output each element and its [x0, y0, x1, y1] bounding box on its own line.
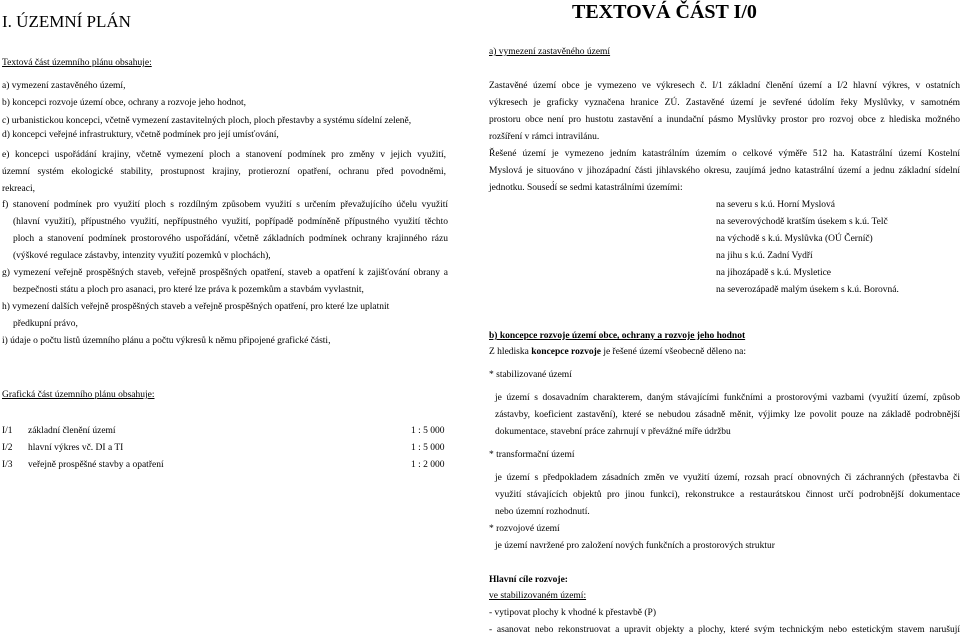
list-item-h-line1: h) vymezení dalších veřejně prospěšných staveb a veřejně prospěšných opatření, pro které lze uplatnit — [2, 302, 390, 312]
goal-item: - vytipovat plochy k vhodné k přestavbě (P) — [489, 608, 657, 618]
para1-line4: rozšíření v rámci intravilánu. — [489, 132, 600, 142]
para2-line3: jednotku. Soused́í se sedmi katastrálními územími: — [489, 183, 683, 193]
section-b-intro: Z hlediska koncepce rozvoje je řešené území všeobecně děleno na: — [489, 347, 747, 357]
text-part-heading: Textová část územního plánu obsahuje: — [2, 58, 152, 68]
para2-line1: Řešené území je vymezeno jedním katastrálním územím o celkové výměře 512 ha. Katastrální území Kostelní — [489, 149, 960, 159]
list-item-d: d) koncepci veřejné infrastruktury, včetně podmínek pro její umísťování, — [2, 130, 279, 140]
goals-heading: Hlavní cíle rozvoje: — [489, 575, 568, 585]
drawing-name: základní členění území — [28, 426, 116, 436]
list-item-i: i) údaje o počtu listů územního plánu a počtu výkresů k němu připojené grafické části, — [2, 336, 331, 346]
list-item-f-line4: (výškové regulace zástavby, intenzity využití pozemků v plochách), — [13, 251, 271, 261]
para1-line3: prostoru obce není pro hustotu zastavění a inundační pásmo Myslůvky prostor pro rozvoj obce z hlediska možného — [489, 115, 960, 125]
para2-line2: Myslová je situováno v jihozápadní části jihlavského okresu, zaujímá jedno katastrální území a jednu základní sídelní — [489, 166, 960, 176]
neighbor-item: na severovýchodě kratším úsekem s k.ú. Telč — [716, 217, 888, 227]
graphic-part-heading: Grafická část územního plánu obsahuje: — [2, 390, 155, 400]
list-item-g-line2: bezpečnosti státu a ploch pro asanaci, pro které lze práva k pozemkům a stavbám vyvlastnit, — [13, 285, 364, 295]
stabilized-label: * stabilizované území — [489, 370, 572, 380]
list-item-f-line2: (hlavní využití), přípustného využití, nepřípustného využití, popřípadě podmíněně přípustného využití těchto — [13, 217, 448, 227]
list-item-e-line1: e) koncepci uspořádání krajiny, včetně vymezení ploch a stanovení podmínek pro změny v jejich využití, — [2, 150, 446, 160]
stabilized-line1: je území s dosavadním charakterem, daným stávajícími funkčními a prostorovými vazbami (využití území, způsob — [495, 393, 960, 403]
neighbor-item: na východě s k.ú. Myslůvka (OÚ Černíč) — [716, 234, 873, 244]
transformation-line3: nebo územní rozhodnutí. — [495, 507, 590, 517]
goal-item: - asanovat nebo rekonstruovat a upravit objekty a plochy, které svým technickým nebo estetickým stavem narušují — [489, 625, 960, 635]
drawing-name: veřejně prospěšné stavby a opatření — [28, 460, 164, 470]
section-a-heading: a) vymezení zastavěného území — [489, 47, 611, 57]
transformation-line1: je území s předpokladem zásadních změn ve využití území, rozsah prací obnovných či záchranných (přestavba či — [495, 473, 960, 483]
drawing-scale: 1 : 5 000 — [411, 443, 445, 453]
right-page-title: TEXTOVÁ ČÁST I/0 — [572, 1, 757, 23]
drawing-code: I/1 — [2, 426, 13, 436]
stabilized-line2: zástavby, koeficient zastavění), které se nebudou zásadně měnit, výjimky lze povolit pouze na základě podrobnější — [495, 410, 960, 420]
list-item-f-line1: f) stanovení podmínek pro využití ploch s rozdílným způsobem využití s určením převažujícího účelu využití — [2, 200, 448, 210]
development-label: * rozvojové území — [489, 524, 560, 534]
development-line1: je území navržené pro založení nových funkčních a prostorových struktur — [495, 541, 775, 551]
list-item-h-line2: předkupní právo, — [13, 319, 78, 329]
drawing-name: hlavní výkres vč. DI a TI — [28, 443, 124, 453]
list-item-c: c) urbanistickou koncepci, včetně vymezení zastavitelných ploch, ploch přestavby a systému sídelní zeleně, — [2, 116, 412, 126]
drawing-scale: 1 : 2 000 — [411, 460, 445, 470]
neighbor-item: na severu s k.ú. Horní Myslová — [716, 200, 835, 210]
drawing-code: I/2 — [2, 443, 13, 453]
neighbor-item: na jihu s k.ú. Zadní Vydří — [716, 251, 813, 261]
goals-subheading: ve stabilizovaném území: — [489, 591, 587, 601]
para1-line2: výkresech je graficky vyznačena hranice ZÚ. Zastavěné území je sevřené údolím řeky Myslůvky, v samotném — [489, 98, 960, 108]
list-item-a: a) vymezení zastavěného území, — [2, 81, 126, 91]
section-b-heading: b) koncepce rozvoje území obce, ochrany a rozvoje jeho hodnot — [489, 331, 746, 341]
neighbor-item: na jihozápadě s k.ú. Mysletice — [716, 268, 832, 278]
list-item-b: b) koncepci rozvoje území obce, ochrany a rozvoje jeho hodnot, — [2, 98, 247, 108]
list-item-e-line3: rekreaci, — [2, 184, 35, 194]
transformation-label: * transformační území — [489, 450, 575, 460]
neighbor-item: na severozápadě malým úsekem s k.ú. Borovná. — [716, 285, 899, 295]
para1-line1: Zastavěné území obce je vymezeno ve výkresech č. I/1 základní členění území a I/2 hlavní výkres, v ostatních — [489, 81, 960, 91]
stabilized-line3: dokumentace, stavební práce zahrnují v převážné míře údržbu — [495, 427, 731, 437]
list-item-e-line2: územní systém ekologické stability, prostupnost krajiny, protierozní opatření, ochranu před povodněmi, — [2, 167, 446, 177]
transformation-line2: využití stávajících objektů pro jinou funkci), rekonstrukce a restaurátskou činnost určí podrobnější dokumentace — [495, 490, 960, 500]
list-item-f-line3: ploch a stanovení podmínek prostorového uspořádání, včetně základních podmínek ochrany krajinného rázu — [13, 234, 448, 244]
left-page-title: I. ÚZEMNÍ PLÁN — [2, 12, 131, 31]
list-item-g-line1: g) vymezení veřejně prospěšných staveb, veřejně prospěšných opatření, staveb a opatření k zajišťování obrany a — [2, 268, 448, 278]
drawing-scale: 1 : 5 000 — [411, 426, 445, 436]
drawing-code: I/3 — [2, 460, 13, 470]
